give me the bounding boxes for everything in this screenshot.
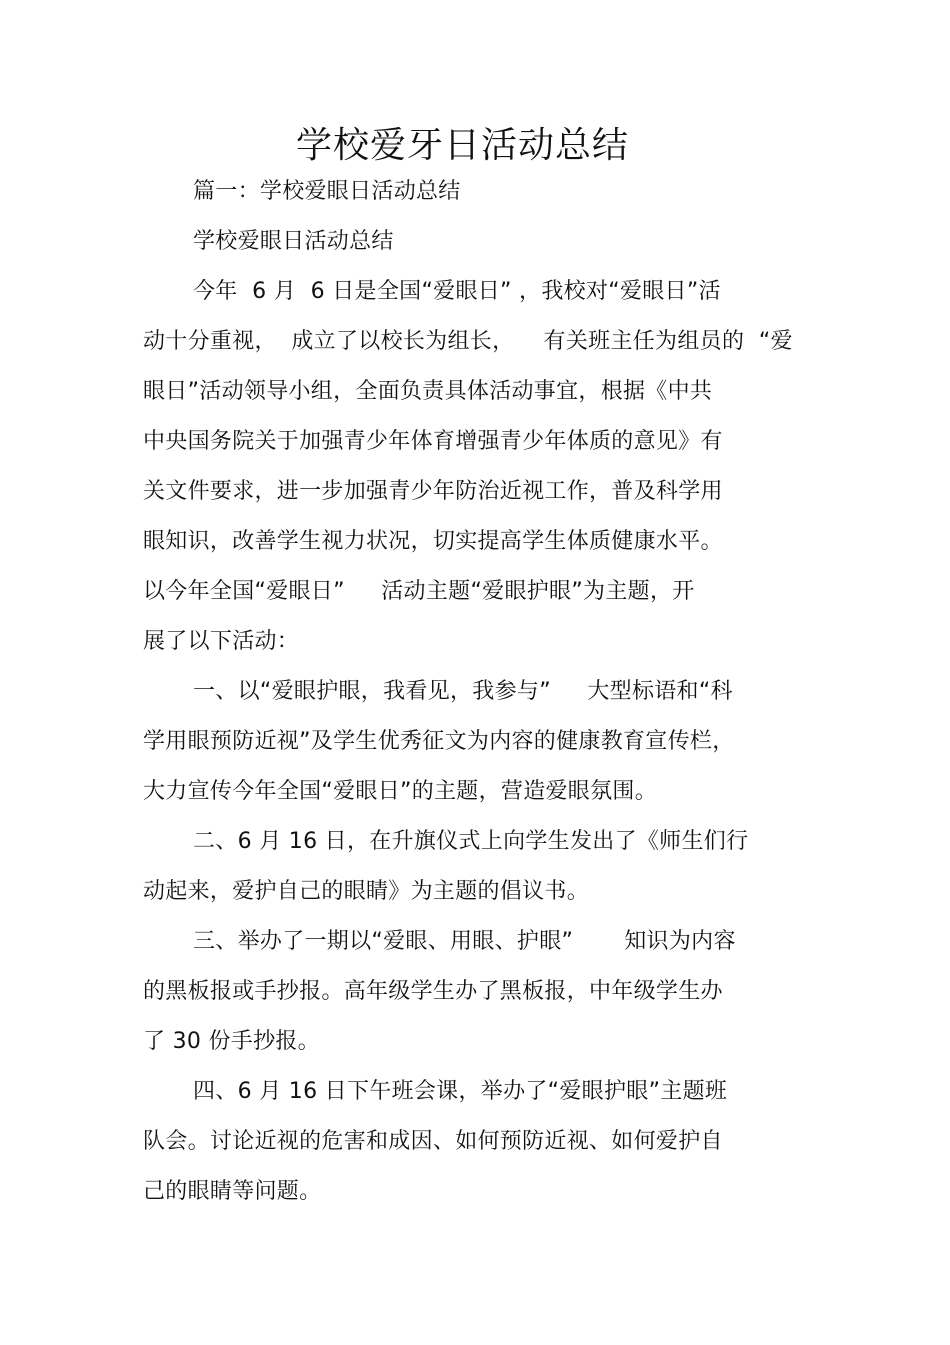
text-line: 动起来，爱护自己的眼睛》为主题的倡议书。 [143,879,590,904]
text-line: 以今年全国“爱眼日” 活动主题“爱眼护眼”为主题，开 [143,579,695,604]
text-line: 学用眼预防近视”及学生优秀征文为内容的健康教育宣传栏， [143,729,735,754]
text-line: 学校爱眼日活动总结 [193,229,394,254]
text-line: 队会。讨论近视的危害和成因、如何预防近视、如何爱护自 [143,1129,723,1154]
text-line: 今年 6 月 6 日是全国“爱眼日” ，我校对“爱眼日”活 [193,279,721,304]
text-line: 三、举办了一期以“爱眼、用眼、护眼” 知识为内容 [193,929,736,954]
text-line: 己的眼睛等问题。 [143,1179,322,1204]
text-line: 中央国务院关于加强青少年体育增强青少年体质的意见》有 [143,429,723,454]
document-title: 学校爱牙日活动总结 [295,125,629,166]
text-line: 动十分重视， 成立了以校长为组长， 有关班主任为组员的 “爱 [143,329,793,354]
text-line: 篇一：学校爱眼日活动总结 [193,179,461,204]
text-line: 了 30 份手抄报。 [143,1029,320,1054]
text-line: 眼知识，改善学生视力状况，切实提高学生体质健康水平。 [143,529,723,554]
text-line: 关文件要求，进一步加强青少年防治近视工作，普及科学用 [143,479,723,504]
text-line: 的黑板报或手抄报。高年级学生办了黑板报，中年级学生办 [143,979,723,1004]
text-line: 眼日”活动领导小组，全面负责具体活动事宜，根据《中共 [143,379,713,404]
text-line: 四、6 月 16 日下午班会课，举办了“爱眼护眼”主题班 [193,1079,728,1104]
text-line: 展了以下活动： [143,629,300,654]
text-line: 大力宣传今年全国“爱眼日”的主题，营造爱眼氛围。 [143,779,657,804]
text-line: 一、以“爱眼护眼，我看见，我参与” 大型标语和“科 [193,679,733,704]
text-line: 二、6 月 16 日，在升旗仪式上向学生发出了《师生们行 [193,829,749,854]
